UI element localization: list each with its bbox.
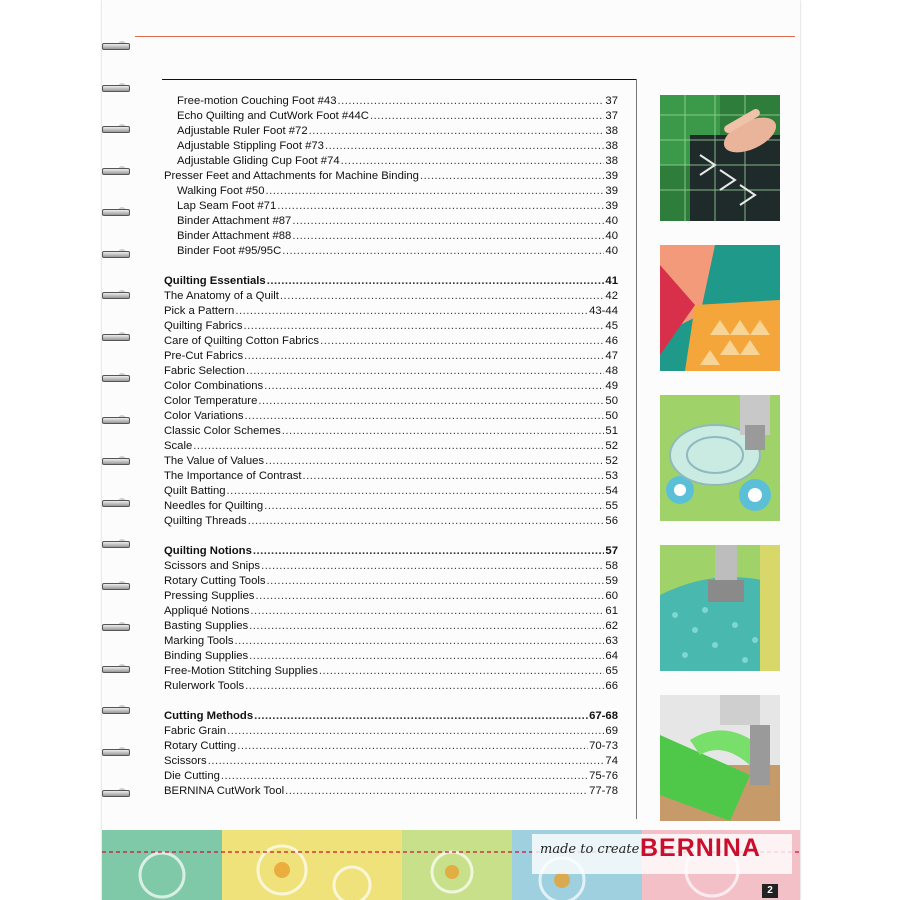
toc-entry (164, 455, 618, 470)
toc-entry (164, 155, 618, 170)
toc-leader-dots (285, 785, 588, 797)
toc-entry (164, 485, 618, 500)
toc-entry-title: Binding Supplies (164, 650, 249, 662)
toc-entry-title: Cutting Methods (164, 710, 254, 722)
spiral-ring (100, 372, 132, 384)
toc-leader-dots (208, 755, 605, 767)
toc-spacer (164, 695, 618, 710)
ruler-quilting-photo (660, 95, 780, 221)
column-divider (636, 79, 637, 819)
toc-entry-page: 45 (605, 320, 618, 332)
toc-entry-page: 46 (605, 335, 618, 347)
toc-entry-title: Scissors (164, 755, 207, 767)
spiral-ring (100, 331, 132, 343)
spiral-ring (100, 455, 132, 467)
footer-tagline: made to create (540, 842, 640, 857)
toc-entry-title: Lap Seam Foot #71 (177, 200, 277, 212)
toc-entry-page: 70-73 (589, 740, 618, 752)
toc-entry-page: 54 (605, 485, 618, 497)
toc-entry-page: 40 (605, 230, 618, 242)
toc-entry-title: Quilting Essentials (164, 275, 266, 287)
toc-entry-page: 77-78 (589, 785, 618, 797)
toc-entry-page: 74 (605, 755, 618, 767)
page-number: 2 (762, 884, 778, 898)
toc-entry (164, 395, 618, 410)
echo-quilting-foot-photo (660, 395, 780, 521)
spiral-ring (100, 746, 132, 758)
toc-leader-dots (248, 515, 605, 527)
toc-leader-dots (267, 575, 605, 587)
toc-entry-title: The Value of Values (164, 455, 265, 467)
toc-entry-page: 52 (605, 440, 618, 452)
toc-entry (164, 725, 618, 740)
toc-entry-title: Pick a Pattern (164, 305, 235, 317)
toc-entry-title: Marking Tools (164, 635, 234, 647)
toc-entry-title: Presser Feet and Attachments for Machine Binding (164, 170, 419, 182)
toc-entry-title: Die Cutting (164, 770, 220, 782)
toc-entry-page: 37 (605, 95, 618, 107)
toc-leader-dots (267, 275, 605, 287)
toc-leader-dots (237, 740, 588, 752)
toc-entry-page: 49 (605, 380, 618, 392)
toc-top-rule (162, 79, 636, 80)
toc-entry (164, 185, 618, 200)
toc-leader-dots (193, 440, 604, 452)
spiral-ring (100, 206, 132, 218)
toc-entry-title: Binder Foot #95/95C (177, 245, 282, 257)
toc-entry (164, 620, 618, 635)
spiral-ring (100, 82, 132, 94)
toc-section-heading (164, 545, 618, 560)
toc-section-heading (164, 710, 618, 725)
bernina-logo: BERNINA (640, 834, 761, 862)
toc-leader-dots (266, 185, 605, 197)
toc-entry (164, 755, 618, 770)
toc-leader-dots (320, 335, 604, 347)
toc-entry-page: 63 (605, 635, 618, 647)
toc-entry (164, 380, 618, 395)
toc-entry-page: 53 (605, 470, 618, 482)
spiral-ring (100, 123, 132, 135)
toc-entry-page: 62 (605, 620, 618, 632)
toc-leader-dots (264, 500, 604, 512)
toc-entry-page: 48 (605, 365, 618, 377)
toc-leader-dots (341, 155, 605, 167)
toc-leader-dots (292, 230, 604, 242)
toc-leader-dots (235, 305, 588, 317)
toc-entry-page: 50 (605, 410, 618, 422)
spiral-ring (100, 663, 132, 675)
toc-entry-title: BERNINA CutWork Tool (164, 785, 285, 797)
toc-entry-title: Free-Motion Stitching Supplies (164, 665, 318, 677)
toc-entry (164, 140, 618, 155)
toc-entry (164, 335, 618, 350)
toc-entry-title: The Anatomy of a Quilt (164, 290, 279, 302)
toc-leader-dots (265, 455, 604, 467)
toc-entry-page: 39 (605, 200, 618, 212)
spiral-ring (100, 165, 132, 177)
toc-entry-page: 40 (605, 245, 618, 257)
toc-entry-page: 60 (605, 590, 618, 602)
toc-entry (164, 290, 618, 305)
toc-entry-page: 39 (605, 185, 618, 197)
toc-leader-dots (282, 425, 605, 437)
toc-entry (164, 590, 618, 605)
toc-entry-page: 37 (605, 110, 618, 122)
toc-entry-title: Needles for Quilting (164, 500, 264, 512)
toc-leader-dots (244, 350, 604, 362)
toc-entry (164, 215, 618, 230)
toc-entry-title: Scale (164, 440, 193, 452)
toc-entry (164, 110, 618, 125)
toc-leader-dots (420, 170, 604, 182)
toc-leader-dots (282, 245, 604, 257)
toc-entry-title: Pressing Supplies (164, 590, 255, 602)
toc-entry-title: Adjustable Ruler Foot #72 (177, 125, 308, 137)
toc-leader-dots (261, 560, 604, 572)
toc-leader-dots (280, 290, 605, 302)
toc-entry (164, 500, 618, 515)
spiral-ring (100, 704, 132, 716)
toc-entry (164, 515, 618, 530)
toc-entry (164, 665, 618, 680)
toc-entry-page: 57 (605, 545, 618, 557)
toc-leader-dots (249, 620, 604, 632)
spiral-ring (100, 248, 132, 260)
toc-entry-page: 58 (605, 560, 618, 572)
toc-entry-title: Appliqué Notions (164, 605, 250, 617)
toc-entry (164, 95, 618, 110)
toc-entry-title: Rotary Cutting (164, 740, 237, 752)
toc-entry-page: 50 (605, 395, 618, 407)
toc-entry-page: 65 (605, 665, 618, 677)
toc-entry-title: Walking Foot #50 (177, 185, 265, 197)
toc-entry-page: 41 (605, 275, 618, 287)
toc-leader-dots (292, 215, 604, 227)
toc-entry (164, 770, 618, 785)
toc-leader-dots (249, 650, 604, 662)
toc-leader-dots (370, 110, 604, 122)
toc-leader-dots (258, 395, 604, 407)
toc-entry-page: 67-68 (589, 710, 618, 722)
toc-leader-dots (246, 365, 604, 377)
toc-entry-page: 39 (605, 170, 618, 182)
toc-entry (164, 575, 618, 590)
toc-entry-title: Quilt Batting (164, 485, 226, 497)
toc-entry (164, 650, 618, 665)
toc-entry (164, 245, 618, 260)
toc-entry-page: 47 (605, 350, 618, 362)
toc-entry-page: 69 (605, 725, 618, 737)
header-accent-line (135, 36, 795, 37)
toc-spacer (164, 260, 618, 275)
toc-entry-page: 66 (605, 680, 618, 692)
toc-entry-page: 40 (605, 215, 618, 227)
toc-entry-title: Rotary Cutting Tools (164, 575, 266, 587)
toc-entry-title: Pre-Cut Fabrics (164, 350, 244, 362)
spiral-binding (100, 0, 136, 900)
toc-entry-page: 64 (605, 650, 618, 662)
toc-entry-title: Quilting Notions (164, 545, 252, 557)
toc-leader-dots (253, 545, 605, 557)
toc-entry-title: The Importance of Contrast (164, 470, 302, 482)
toc-entry-title: Free-motion Couching Foot #43 (177, 95, 337, 107)
toc-entry-title: Adjustable Stippling Foot #73 (177, 140, 324, 152)
toc-entry-page: 52 (605, 455, 618, 467)
toc-leader-dots (254, 710, 588, 722)
toc-entry-title: Adjustable Gliding Cup Foot #74 (177, 155, 340, 167)
toc-leader-dots (309, 125, 605, 137)
toc-leader-dots (221, 770, 588, 782)
toc-entry (164, 635, 618, 650)
toc-entry-title: Binder Attachment #88 (177, 230, 292, 242)
toc-leader-dots (243, 320, 604, 332)
toc-entry-title: Scissors and Snips (164, 560, 261, 572)
toc-entry (164, 200, 618, 215)
toc-leader-dots (264, 380, 604, 392)
toc-entry (164, 170, 618, 185)
spiral-ring (100, 580, 132, 592)
spiral-ring (100, 414, 132, 426)
toc-leader-dots (227, 725, 604, 737)
toc-entry-title: Classic Color Schemes (164, 425, 281, 437)
fabric-swatches-photo (660, 245, 780, 371)
toc-leader-dots (250, 605, 604, 617)
toc-entry-page: 38 (605, 140, 618, 152)
spiral-ring (100, 787, 132, 799)
toc-section-heading (164, 275, 618, 290)
toc-entry (164, 410, 618, 425)
toc-entry (164, 125, 618, 140)
toc-entry-title: Binder Attachment #87 (177, 215, 292, 227)
toc-entry (164, 785, 618, 800)
toc-entry-page: 55 (605, 500, 618, 512)
table-of-contents (164, 95, 618, 800)
toc-entry-title: Care of Quilting Cotton Fabrics (164, 335, 320, 347)
toc-entry-page: 51 (605, 425, 618, 437)
toc-entry-title: Quilting Fabrics (164, 320, 243, 332)
toc-leader-dots (325, 140, 604, 152)
toc-leader-dots (277, 200, 604, 212)
toc-leader-dots (245, 680, 604, 692)
spiral-ring (100, 497, 132, 509)
toc-entry-title: Color Variations (164, 410, 244, 422)
toc-entry-page: 61 (605, 605, 618, 617)
toc-entry-page: 56 (605, 515, 618, 527)
toc-entry-title: Fabric Grain (164, 725, 227, 737)
toc-leader-dots (338, 95, 605, 107)
binder-attachment-photo (660, 695, 780, 821)
toc-entry (164, 680, 618, 695)
spiral-ring (100, 621, 132, 633)
toc-leader-dots (255, 590, 604, 602)
toc-entry-page: 75-76 (589, 770, 618, 782)
toc-entry-title: Quilting Threads (164, 515, 247, 527)
toc-entry-page: 38 (605, 155, 618, 167)
toc-entry-title: Echo Quilting and CutWork Foot #44C (177, 110, 369, 122)
spiral-ring (100, 40, 132, 52)
toc-entry-title: Basting Supplies (164, 620, 249, 632)
toc-entry-page: 43-44 (589, 305, 618, 317)
toc-spacer (164, 530, 618, 545)
toc-entry (164, 440, 618, 455)
toc-entry-title: Color Temperature (164, 395, 258, 407)
toc-entry (164, 230, 618, 245)
toc-entry (164, 425, 618, 440)
toc-leader-dots (319, 665, 605, 677)
toc-entry (164, 365, 618, 380)
toc-entry (164, 560, 618, 575)
toc-entry-page: 42 (605, 290, 618, 302)
toc-leader-dots (245, 410, 605, 422)
toc-entry (164, 605, 618, 620)
spiral-ring (100, 289, 132, 301)
toc-entry-title: Color Combinations (164, 380, 264, 392)
spiral-ring (100, 538, 132, 550)
toc-leader-dots (303, 470, 605, 482)
toc-entry-page: 38 (605, 125, 618, 137)
toc-entry-title: Fabric Selection (164, 365, 245, 377)
toc-entry-page: 59 (605, 575, 618, 587)
toc-entry (164, 470, 618, 485)
stippling-foot-photo (660, 545, 780, 671)
toc-entry (164, 320, 618, 335)
toc-entry (164, 350, 618, 365)
toc-leader-dots (227, 485, 605, 497)
toc-entry-title: Rulerwork Tools (164, 680, 245, 692)
toc-entry (164, 740, 618, 755)
toc-entry (164, 305, 618, 320)
toc-leader-dots (235, 635, 605, 647)
